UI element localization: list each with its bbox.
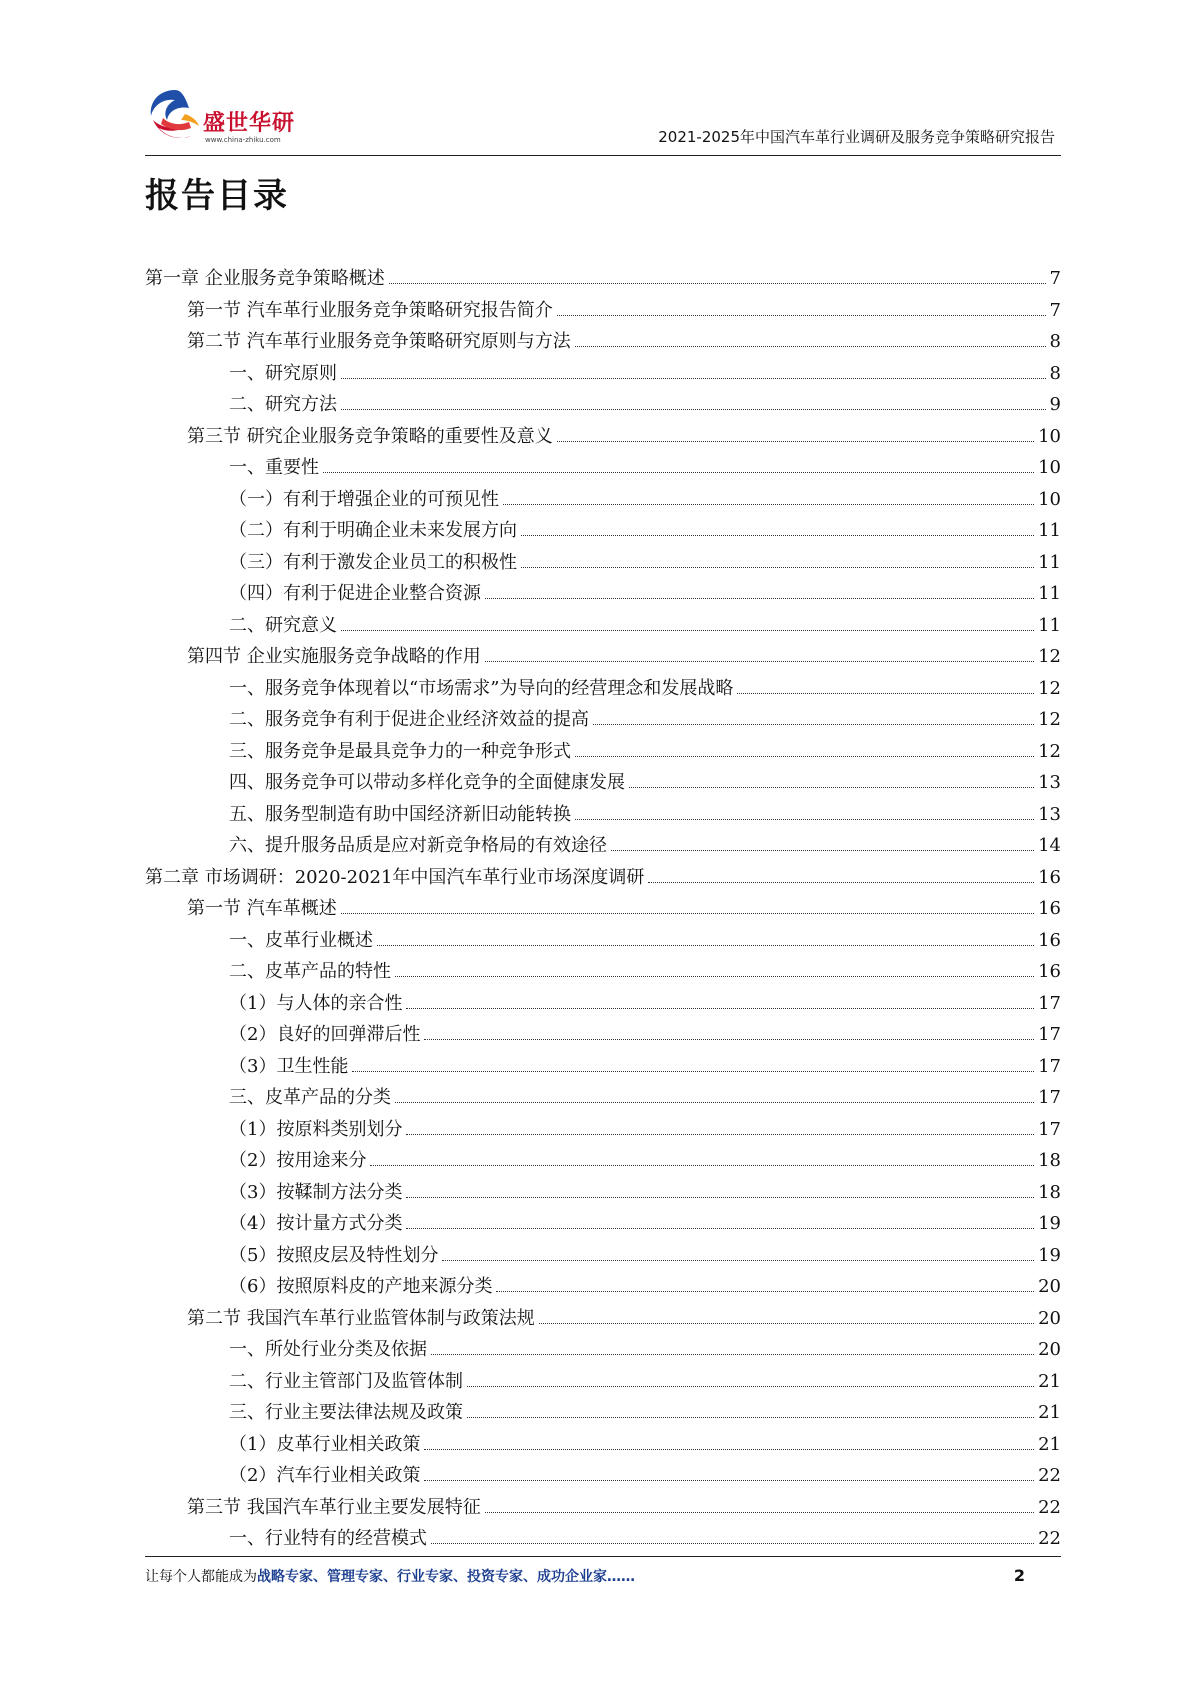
toc-entry-label: （3）卫生性能 xyxy=(229,1055,349,1077)
logo-url: www.china-zhiku.com xyxy=(205,136,281,144)
toc-entry[interactable] xyxy=(145,1334,1061,1366)
toc-entry-page: 12 xyxy=(1038,677,1061,699)
toc-entry[interactable] xyxy=(145,1271,1061,1303)
toc-entry[interactable] xyxy=(145,1523,1061,1555)
toc-entry[interactable] xyxy=(145,1303,1061,1335)
toc-dot-leader xyxy=(467,1417,1034,1418)
toc-entry[interactable] xyxy=(145,358,1061,390)
toc-entry-page: 10 xyxy=(1038,488,1061,510)
toc-dot-leader xyxy=(431,1543,1034,1544)
toc-entry[interactable] xyxy=(145,578,1061,610)
toc-entry-label: 一、所处行业分类及依据 xyxy=(229,1339,427,1360)
toc-entry-page: 17 xyxy=(1038,1118,1061,1140)
toc-dot-leader xyxy=(352,1071,1034,1072)
toc-entry[interactable] xyxy=(145,421,1061,453)
toc-entry-page: 20 xyxy=(1038,1339,1061,1360)
toc-entry-label: 第一节 汽车革行业服务竞争策略研究报告简介 xyxy=(187,299,553,321)
toc-dot-leader xyxy=(406,1228,1034,1229)
toc-dot-leader xyxy=(485,1512,1034,1513)
toc-entry-page: 21 xyxy=(1038,1433,1061,1455)
toc-entry-label: 一、重要性 xyxy=(229,457,319,478)
toc-entry-page: 12 xyxy=(1038,709,1061,730)
toc-entry-label: 三、皮革产品的分类 xyxy=(229,1087,391,1108)
toc-entry-label: 一、行业特有的经营模式 xyxy=(229,1528,427,1549)
toc-dot-leader xyxy=(593,724,1034,725)
toc-entry[interactable] xyxy=(145,799,1061,831)
toc-entry[interactable] xyxy=(145,295,1061,327)
company-logo xyxy=(145,84,315,148)
toc-entry-label: 第三节 我国汽车革行业主要发展特征 xyxy=(187,1496,481,1518)
toc-entry-page: 7 xyxy=(1049,299,1061,321)
toc-dot-leader xyxy=(389,283,1046,284)
toc-entry-page: 20 xyxy=(1038,1307,1061,1329)
toc-entry[interactable] xyxy=(145,610,1061,642)
toc-entry-label: 第一章 企业服务竞争策略概述 xyxy=(145,268,385,289)
toc-entry-label: （3）按鞣制方法分类 xyxy=(229,1181,403,1203)
toc-entry[interactable] xyxy=(145,515,1061,547)
toc-dot-leader xyxy=(341,913,1034,914)
toc-dot-leader xyxy=(323,472,1034,473)
toc-entry-page: 16 xyxy=(1038,961,1061,982)
toc-dot-leader xyxy=(424,1039,1034,1040)
toc-entry-label: 一、皮革行业概述 xyxy=(229,929,373,951)
toc-entry-label: （1）按原料类别划分 xyxy=(229,1118,403,1140)
toc-entry-page: 13 xyxy=(1038,772,1061,793)
toc-entry-label: 第二章 市场调研：2020-2021年中国汽车革行业市场深度调研 xyxy=(145,866,645,888)
toc-entry-page: 12 xyxy=(1038,646,1061,667)
toc-entry-page: 11 xyxy=(1038,520,1061,541)
toc-entry-page: 18 xyxy=(1038,1150,1061,1171)
footer-divider xyxy=(145,1556,1061,1557)
toc-dot-leader xyxy=(629,787,1034,788)
toc-entry-page: 10 xyxy=(1038,457,1061,478)
toc-entry-page: 13 xyxy=(1038,803,1061,825)
toc-dot-leader xyxy=(521,535,1034,536)
toc-entry[interactable] xyxy=(145,925,1061,957)
toc-entry-page: 9 xyxy=(1049,394,1061,415)
toc-dot-leader xyxy=(575,756,1034,757)
toc-entry[interactable] xyxy=(145,1366,1061,1398)
toc-entry-label: 第四节 企业实施服务竞争战略的作用 xyxy=(187,646,481,667)
toc-dot-leader xyxy=(503,504,1034,505)
toc-entry-label: 六、提升服务品质是应对新竞争格局的有效途径 xyxy=(229,835,607,856)
toc-entry-page: 10 xyxy=(1038,425,1061,447)
toc-dot-leader xyxy=(648,882,1034,883)
toc-dot-leader xyxy=(406,1134,1034,1135)
header-divider xyxy=(145,155,1061,156)
toc-entry-label: 二、服务竞争有利于促进企业经济效益的提高 xyxy=(229,709,589,730)
report-title: 2021-2025年中国汽车革行业调研及服务竞争策略研究报告 xyxy=(658,128,1055,146)
toc-entry-label: 第三节 研究企业服务竞争策略的重要性及意义 xyxy=(187,425,553,447)
toc-entry-label: 三、行业主要法律法规及政策 xyxy=(229,1402,463,1423)
toc-entry[interactable] xyxy=(145,326,1061,358)
toc-entry[interactable] xyxy=(145,767,1061,799)
toc-entry-page: 8 xyxy=(1049,331,1061,352)
toc-dot-leader xyxy=(370,1165,1034,1166)
toc-entry-label: 二、行业主管部门及监管体制 xyxy=(229,1370,463,1392)
toc-entry-page: 17 xyxy=(1038,1087,1061,1108)
toc-entry-page: 8 xyxy=(1049,362,1061,384)
toc-entry-page: 11 xyxy=(1038,583,1061,604)
toc-entry[interactable] xyxy=(145,988,1061,1020)
toc-entry[interactable] xyxy=(145,1019,1061,1051)
toc-entry-page: 20 xyxy=(1038,1276,1061,1297)
page-title: 报告目录 xyxy=(145,176,289,216)
toc-entry-page: 21 xyxy=(1038,1402,1061,1423)
toc-dot-leader xyxy=(424,1449,1034,1450)
footer-slogan-roles: 战略专家、管理专家、行业专家、投资专家、成功企业家…… xyxy=(257,1569,635,1585)
toc-entry-page: 22 xyxy=(1038,1496,1061,1518)
toc-entry[interactable] xyxy=(145,452,1061,484)
toc-entry[interactable] xyxy=(145,893,1061,925)
toc-entry-page: 21 xyxy=(1038,1370,1061,1392)
toc-entry-page: 14 xyxy=(1038,835,1061,856)
toc-dot-leader xyxy=(341,378,1046,379)
toc-entry-label: 一、服务竞争体现着以“市场需求”为导向的经营理念和发展战略 xyxy=(229,677,734,699)
toc-entry[interactable] xyxy=(145,830,1061,862)
toc-dot-leader xyxy=(485,661,1034,662)
toc-entry-page: 16 xyxy=(1038,898,1061,919)
page-footer xyxy=(145,1566,1025,1596)
toc-entry[interactable] xyxy=(145,389,1061,421)
toc-entry-label: （2）按用途来分 xyxy=(229,1150,367,1171)
toc-entry-label: （5）按照皮层及特性划分 xyxy=(229,1244,439,1266)
toc-entry[interactable] xyxy=(145,641,1061,673)
toc-entry-label: 四、服务竞争可以带动多样化竞争的全面健康发展 xyxy=(229,772,625,793)
toc-entry-label: 三、服务竞争是最具竞争力的一种竞争形式 xyxy=(229,740,571,762)
toc-entry[interactable] xyxy=(145,1177,1061,1209)
toc-dot-leader xyxy=(485,598,1034,599)
toc-entry[interactable] xyxy=(145,1114,1061,1146)
toc-entry[interactable] xyxy=(145,736,1061,768)
toc-dot-leader xyxy=(557,315,1046,316)
logo-mark-icon xyxy=(145,84,205,148)
toc-entry[interactable] xyxy=(145,547,1061,579)
toc-entry-page: 16 xyxy=(1038,866,1061,888)
toc-dot-leader xyxy=(575,346,1046,347)
toc-entry-label: 第二节 我国汽车革行业监管体制与政策法规 xyxy=(187,1307,535,1329)
toc-entry[interactable] xyxy=(145,1397,1061,1429)
toc-dot-leader xyxy=(442,1260,1034,1261)
toc-entry[interactable] xyxy=(145,1240,1061,1272)
toc-entry-label: （1）与人体的亲合性 xyxy=(229,992,403,1014)
toc-entry-label: 第二节 汽车革行业服务竞争策略研究原则与方法 xyxy=(187,331,571,352)
toc-dot-leader xyxy=(406,1197,1034,1198)
toc-entry-page: 22 xyxy=(1038,1465,1061,1486)
toc-entry-page: 17 xyxy=(1038,1024,1061,1045)
toc-dot-leader xyxy=(424,1480,1034,1481)
toc-dot-leader xyxy=(395,1102,1034,1103)
toc-dot-leader xyxy=(539,1323,1034,1324)
toc-entry-label: （1）皮革行业相关政策 xyxy=(229,1433,421,1455)
toc-dot-leader xyxy=(377,945,1034,946)
toc-entry[interactable] xyxy=(145,1208,1061,1240)
toc-dot-leader xyxy=(341,630,1034,631)
page-header xyxy=(145,80,1061,156)
toc-entry[interactable] xyxy=(145,1082,1061,1114)
toc-dot-leader xyxy=(557,441,1034,442)
toc-entry[interactable] xyxy=(145,1492,1061,1524)
toc-entry-label: 二、研究方法 xyxy=(229,394,337,415)
toc-entry[interactable] xyxy=(145,673,1061,705)
toc-entry[interactable] xyxy=(145,484,1061,516)
toc-dot-leader xyxy=(521,567,1034,568)
toc-entry[interactable] xyxy=(145,1145,1061,1177)
toc-entry-page: 19 xyxy=(1038,1244,1061,1266)
toc-entry-label: 一、研究原则 xyxy=(229,362,337,384)
page-number: 2 xyxy=(1013,1566,1025,1585)
toc-entry-label: （二）有利于明确企业未来发展方向 xyxy=(229,520,517,541)
toc-dot-leader xyxy=(737,693,1034,694)
toc-dot-leader xyxy=(575,819,1034,820)
toc-entry-label: （2）汽车行业相关政策 xyxy=(229,1465,421,1486)
footer-slogan-lead: 让每个人都能成为 xyxy=(145,1569,257,1585)
toc-entry-page: 22 xyxy=(1038,1528,1061,1549)
toc-entry-page: 11 xyxy=(1038,614,1061,636)
toc-dot-leader xyxy=(341,409,1046,410)
toc-entry-label: 五、服务型制造有助中国经济新旧动能转换 xyxy=(229,803,571,825)
toc-entry-label: （4）按计量方式分类 xyxy=(229,1213,403,1234)
toc-entry-page: 17 xyxy=(1038,992,1061,1014)
toc-dot-leader xyxy=(467,1386,1034,1387)
toc-dot-leader xyxy=(496,1291,1034,1292)
toc-entry-label: （6）按照原料皮的产地来源分类 xyxy=(229,1276,493,1297)
toc-entry-page: 7 xyxy=(1049,268,1061,289)
toc-dot-leader xyxy=(611,850,1034,851)
toc-entry-label: （一）有利于增强企业的可预见性 xyxy=(229,488,499,510)
toc-entry[interactable] xyxy=(145,1051,1061,1083)
toc-entry-label: （2）良好的回弹滞后性 xyxy=(229,1024,421,1045)
toc-entry[interactable] xyxy=(145,1460,1061,1492)
toc-entry-page: 11 xyxy=(1038,551,1061,573)
toc-entry-page: 19 xyxy=(1038,1213,1061,1234)
toc-entry-page: 18 xyxy=(1038,1181,1061,1203)
toc-dot-leader xyxy=(406,1008,1034,1009)
toc-entry[interactable] xyxy=(145,956,1061,988)
logo-wordmark: 盛世华研 xyxy=(203,111,296,136)
toc-dot-leader xyxy=(395,976,1034,977)
toc-entry-page: 12 xyxy=(1038,740,1061,762)
toc-entry-label: （三）有利于激发企业员工的积极性 xyxy=(229,551,517,573)
toc-entry[interactable] xyxy=(145,862,1061,894)
table-of-contents xyxy=(145,263,1061,1555)
toc-dot-leader xyxy=(431,1354,1034,1355)
toc-entry-label: 二、研究意义 xyxy=(229,614,337,636)
toc-entry-label: （四）有利于促进企业整合资源 xyxy=(229,583,481,604)
toc-entry-label: 二、皮革产品的特性 xyxy=(229,961,391,982)
toc-entry-page: 16 xyxy=(1038,929,1061,951)
toc-entry[interactable] xyxy=(145,1429,1061,1461)
toc-entry-page: 17 xyxy=(1038,1055,1061,1077)
toc-entry[interactable] xyxy=(145,263,1061,295)
toc-entry[interactable] xyxy=(145,704,1061,736)
toc-entry-label: 第一节 汽车革概述 xyxy=(187,898,337,919)
